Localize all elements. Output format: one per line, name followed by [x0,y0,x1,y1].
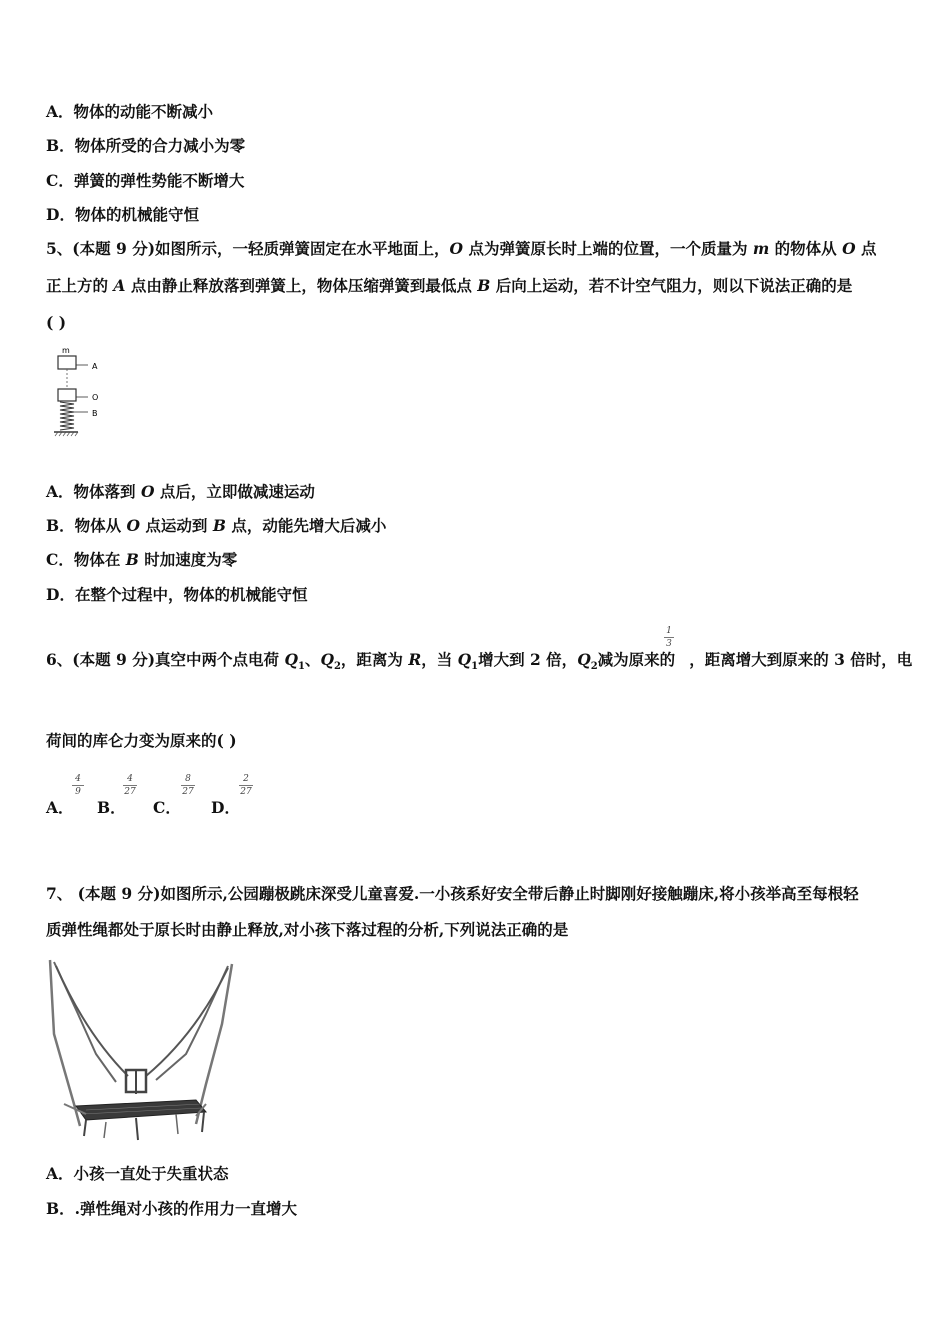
mass-block-bottom [58,389,76,401]
spring [60,402,74,430]
q5-stem-line2: 正上方的 A 点由静止释放落到弹簧上，物体压缩弹簧到最低点 B 后向上运动，若不计空气阻力，则以下说法正确的是 [46,276,853,295]
right-cord-outer [156,966,228,1080]
q5-paren: ( ) [46,313,67,332]
q7-option-a: A．小孩一直处于失重状态 [46,1164,229,1183]
q5-option-d: D．在整个过程中，物体的机械能守恒 [46,585,308,604]
q6-option-d-label: D． [211,798,240,817]
left-cord [56,966,128,1076]
q7-stem-line1: 7、 (本题 9 分)如图所示,公园蹦极跳床深受儿童喜爱.一小孩系好安全带后静止时脚刚好接触蹦床,将小孩举高至每根轻 [46,884,859,903]
q4-option-b: B．物体所受的合力减小为零 [46,136,246,155]
fig-label-m: m [62,346,70,355]
bungee-trampoline-figure [46,954,236,1146]
fig-label-a: A [92,362,98,371]
q6-fraction-one-third: 1 3 [664,626,674,649]
fig-label-b: B [92,409,98,418]
trampoline-bed [76,1100,206,1120]
right-cord [146,968,228,1076]
q4-option-a: A．物体的动能不断减小 [46,102,214,121]
q5-option-a: A．物体落到 O 点后，立即做减速运动 [46,482,315,501]
right-pole [196,964,232,1124]
q5-stem-line1: 5、(本题 9 分)如图所示，一轻质弹簧固定在水平地面上，O 点为弹簧原长时上端的位置，一个质量为 m 的物体从 O 点 [46,239,877,258]
q6-option-d-fraction: 2 27 [240,774,252,797]
q6-option-c-fraction: 8 27 [182,774,194,797]
spring-figure [52,344,112,438]
q6-option-c-label: C． [153,798,181,817]
q6-stem-line1: 6、(本题 9 分)真空中两个点电荷 $Q_1$、$Q_2$，距离为 R，当 $Q_1$增大到 2 倍，$Q_2$减为原来的 ，距离增大到原来的 3 倍时，电 [46,650,913,673]
q4-option-c: C．弹簧的弹性势能不断增大 [46,171,245,190]
q7-stem-line2: 质弹性绳都处于原长时由静止释放,对小孩下落过程的分析,下列说法正确的是 [46,920,569,939]
q4-option-d: D．物体的机械能守恒 [46,205,199,224]
q6-stem-line2: 荷间的库仑力变为原来的( ) [46,731,237,750]
q6-option-a-fraction: 4 9 [72,774,84,797]
q6-option-a-label: A． [46,798,74,817]
q5-option-b: B．物体从 O 点运动到 B 点，动能先增大后减小 [46,516,387,535]
q7-option-b: B．.弹性绳对小孩的作用力一直增大 [46,1199,297,1218]
q6-option-b-label: B． [97,798,126,817]
q5-option-c: C．物体在 B 时加速度为零 [46,550,238,569]
fig-label-o: O [92,393,99,402]
q6-option-b-fraction: 4 27 [124,774,136,797]
mass-block-top [58,356,76,369]
